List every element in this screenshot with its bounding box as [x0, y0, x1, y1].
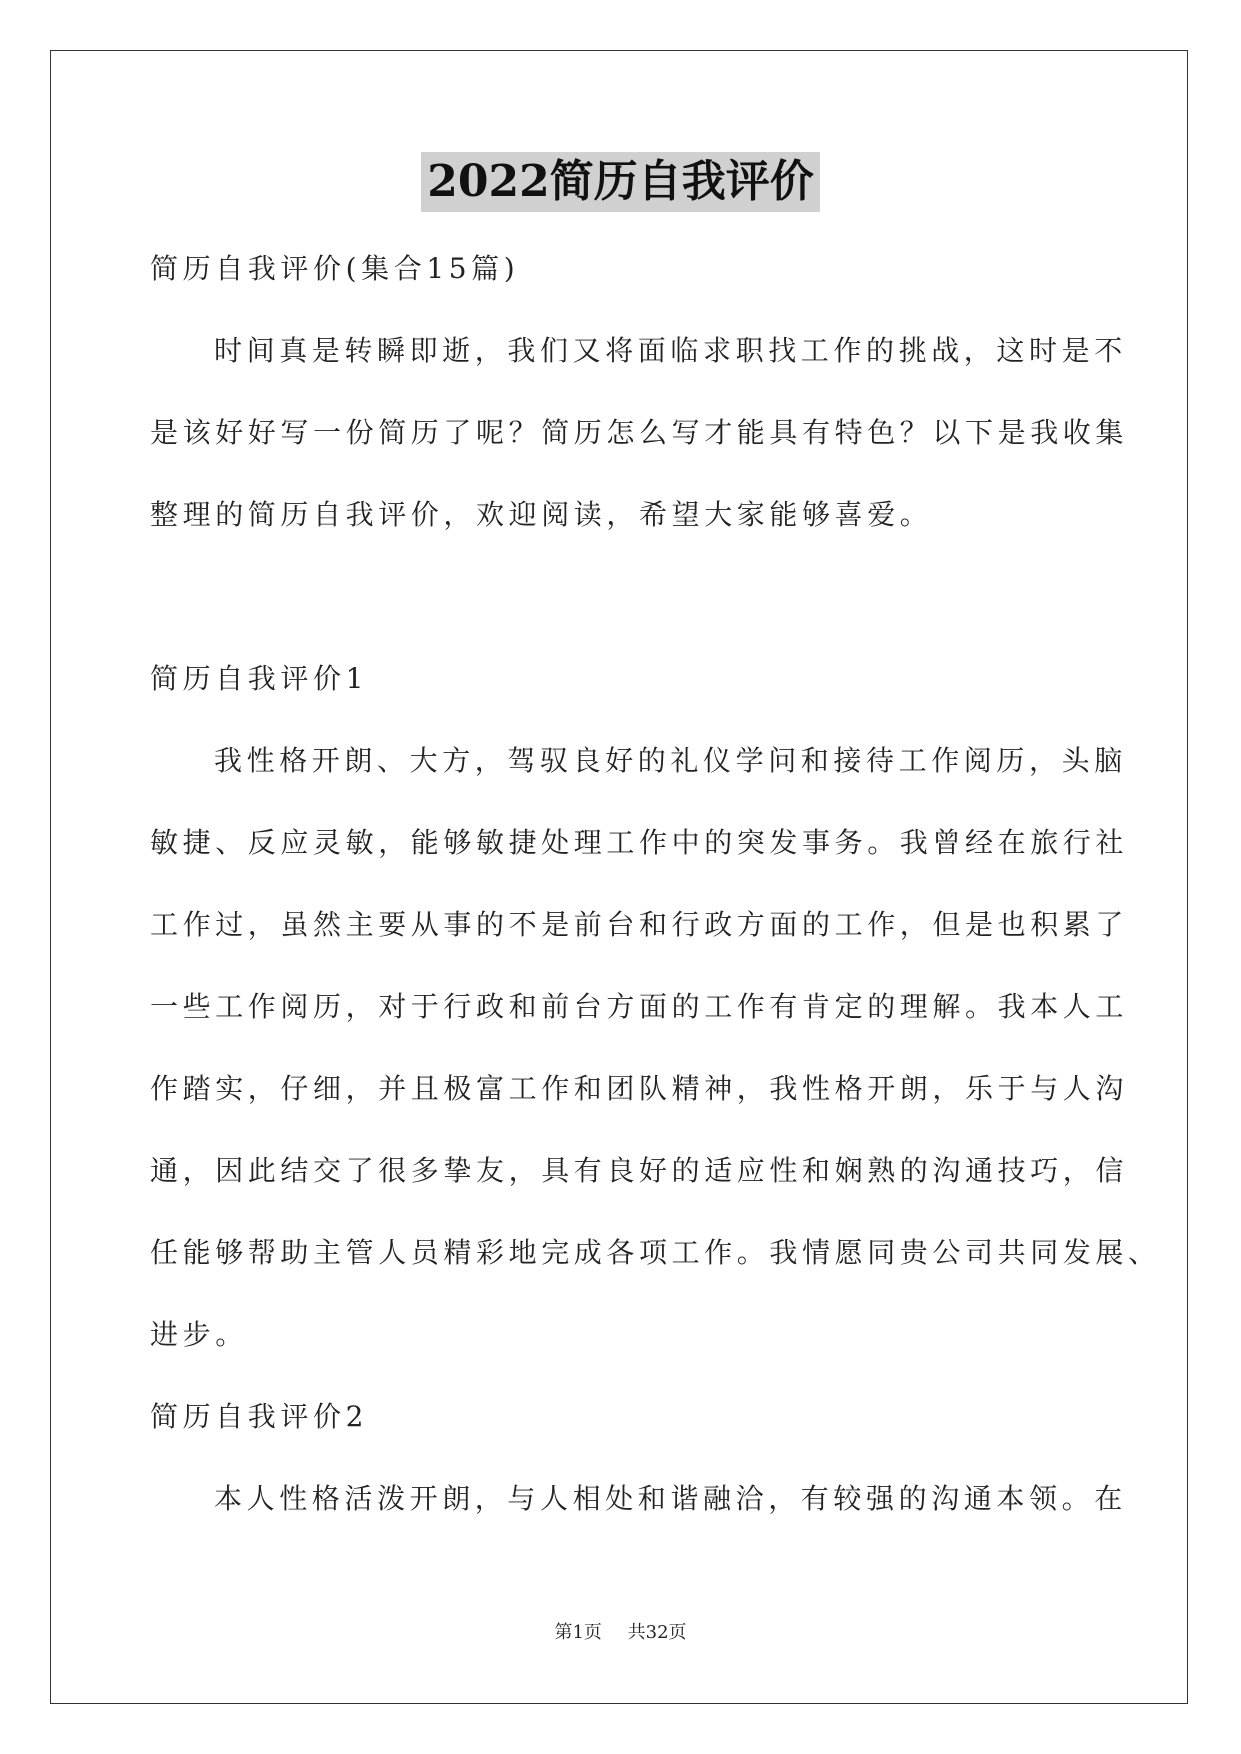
page-number: 第1页: [554, 1622, 602, 1643]
document-title-block: [0, 152, 1241, 212]
paragraph-gap: [150, 556, 1090, 638]
paragraph-line: 任能够帮助主管人员精彩地完成各项工作。我情愿同贵公司共同发展、: [150, 1236, 1161, 1269]
paragraph-line: 是该好好写一份简历了呢？简历怎么写才能具有特色？以下是我收集: [150, 416, 1129, 449]
document-title: 2022简历自我评价: [421, 152, 819, 212]
paragraph-line: 整理的简历自我评价，欢迎阅读，希望大家能够喜爱。: [150, 498, 933, 531]
paragraph-line: 通，因此结交了很多挚友，具有良好的适应性和娴熟的沟通技巧，信: [150, 1154, 1129, 1187]
paragraph-line: 敏捷、反应灵敏，能够敏捷处理工作中的突发事务。我曾经在旅行社: [150, 826, 1129, 859]
paragraph-line: 本人性格活泼开朗，与人相处和谐融洽，有较强的沟通本领。在: [214, 1482, 1127, 1515]
page-footer: [0, 1618, 1241, 1644]
paragraph-line: 作踏实，仔细，并且极富工作和团队精神，我性格开朗，乐于与人沟: [150, 1072, 1129, 1105]
paragraph-line: 工作过，虽然主要从事的不是前台和行政方面的工作，但是也积累了: [150, 908, 1129, 941]
subtitle: 简历自我评价(集合15篇): [150, 252, 520, 285]
section-heading-1: 简历自我评价1: [150, 662, 369, 695]
paragraph-line: 进步。: [150, 1318, 248, 1351]
paragraph-line: 时间真是转瞬即逝，我们又将面临求职找工作的挑战，这时是不: [214, 334, 1127, 367]
paragraph-line: 我性格开朗、大方，驾驭良好的礼仪学问和接待工作阅历，头脑: [214, 744, 1127, 777]
section-heading-2: 简历自我评价2: [150, 1400, 369, 1433]
page-total: 共32页: [627, 1622, 687, 1643]
document-body: [150, 228, 1161, 1540]
paragraph-line: 一些工作阅历，对于行政和前台方面的工作有肯定的理解。我本人工: [150, 990, 1129, 1023]
